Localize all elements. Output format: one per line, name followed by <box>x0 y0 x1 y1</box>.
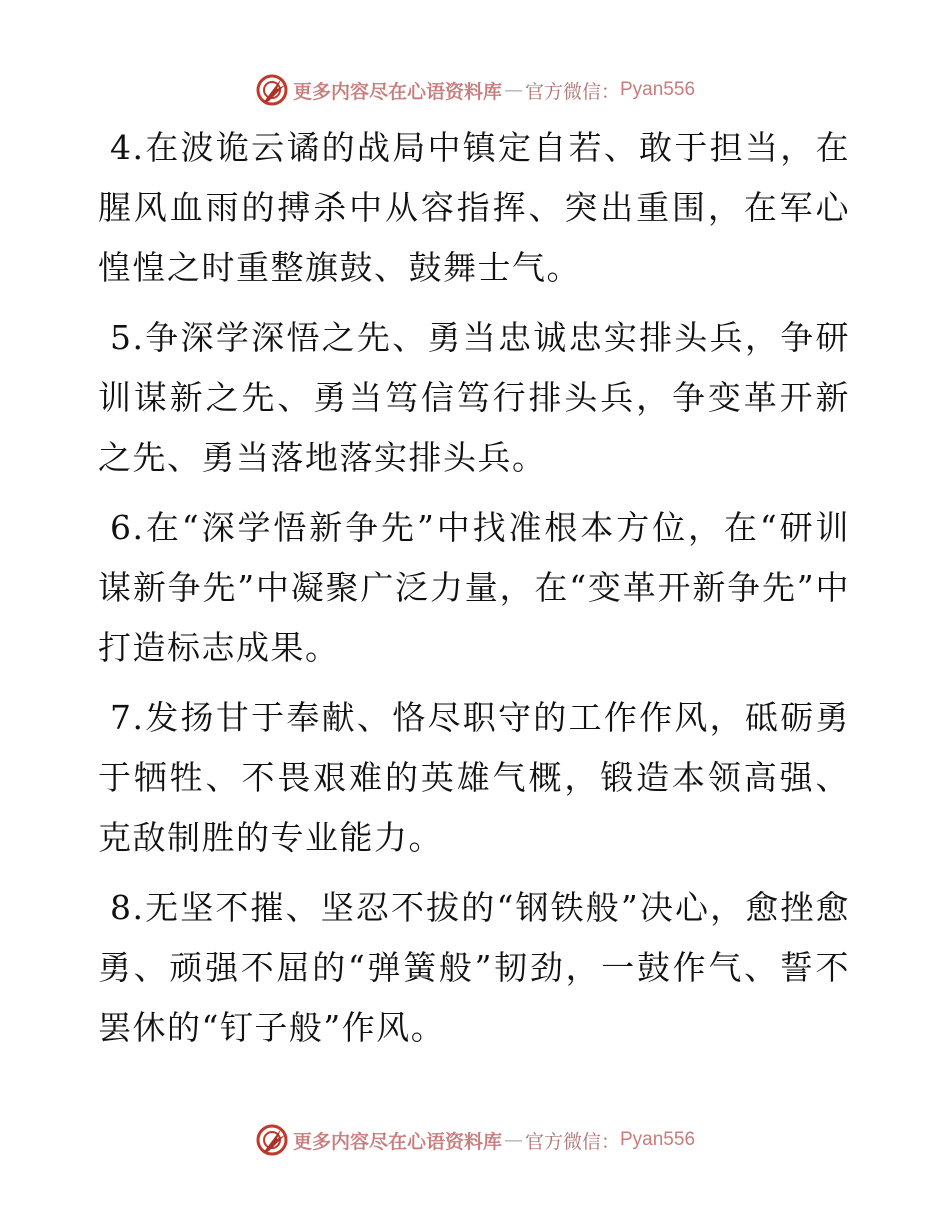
footer-watermark <box>0 1120 950 1160</box>
paragraph-text: 在“深学悟新争先”中找准根本方位，在“研训谋新争先”中凝聚广泛力量，在“变革开新争先”中打造标志成果。 <box>98 508 850 667</box>
paragraph-7 <box>98 688 850 868</box>
paragraph-text: 争深学深悟之先、勇当忠诚忠实排头兵，争研训谋新之先、勇当笃信笃行排头兵，争变革开新之先、勇当落地落实排头兵。 <box>98 318 850 477</box>
paragraph-text: 在波诡云谲的战局中镇定自若、敢于担当，在腥风血雨的搏杀中从容指挥、突出重围，在军心惶惶之时重整旗鼓、鼓舞士气。 <box>98 128 850 287</box>
watermark-wechat-id: Pyan556 <box>620 1129 696 1150</box>
watermark-wechat-label: 官方微信： <box>524 80 620 103</box>
paragraph-5 <box>98 308 850 488</box>
watermark-separator: — <box>503 79 523 101</box>
watermark-separator: — <box>503 1129 523 1151</box>
paragraph-text: 发扬甘于奉献、恪尽职守的工作作风，砥砺勇于牺牲、不畏艰难的英雄气概，锻造本领高强、克敌制胜的专业能力。 <box>98 698 850 857</box>
watermark-wechat-label: 官方微信： <box>524 1130 620 1153</box>
document-body <box>98 118 850 1068</box>
paragraph-number: 8. <box>110 888 145 927</box>
paragraph-number: 5. <box>110 318 145 357</box>
paragraph-8 <box>98 878 850 1058</box>
header-watermark <box>0 70 950 110</box>
watermark-wechat-id: Pyan556 <box>620 79 696 100</box>
paragraph-text: 无坚不摧、坚忍不拔的“钢铁般”决心，愈挫愈勇、顽强不屈的“弹簧般”韧劲，一鼓作气、誓不罢休的“钉子般”作风。 <box>98 888 850 1047</box>
paragraph-number: 7. <box>110 698 145 737</box>
paragraph-number: 4. <box>110 128 145 167</box>
paragraph-6 <box>98 498 850 678</box>
watermark-site-text: 更多内容尽在心语资料库 <box>292 1130 502 1153</box>
paragraph-4 <box>98 118 850 298</box>
paragraph-number: 6. <box>110 508 145 547</box>
watermark-site-text: 更多内容尽在心语资料库 <box>292 80 502 103</box>
feather-logo-icon <box>255 73 289 107</box>
feather-logo-icon <box>255 1123 289 1157</box>
